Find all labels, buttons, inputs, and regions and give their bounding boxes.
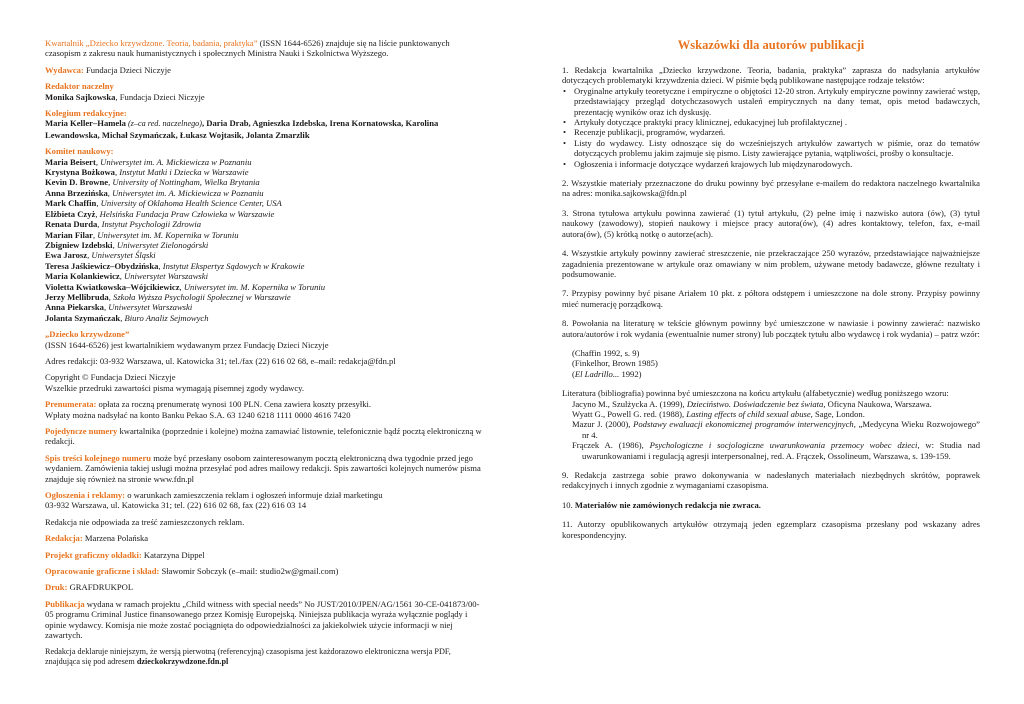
print-label: Druk: bbox=[45, 582, 68, 593]
member-name: Mark Chaffin bbox=[45, 198, 97, 209]
bibliography-guideline bbox=[562, 388, 980, 461]
editor-label: Redaktor naczelny bbox=[45, 81, 114, 92]
member-affiliation: Uniwersytet Warszawski bbox=[108, 302, 193, 313]
journal-title: Kwartalnik „Dziecko krzywdzone. Teoria, badania, praktyka” bbox=[45, 38, 258, 48]
board-first-note: (z–ca red. naczelnego) bbox=[125, 119, 202, 129]
publisher-value: Fundacja Dzieci Niczyje bbox=[83, 64, 171, 75]
copyright bbox=[45, 372, 485, 393]
ref-authors: Jacyno M., Szulżycka A. (1999), bbox=[572, 398, 687, 409]
journal-name: „Dziecko krzywdzone” bbox=[45, 329, 130, 340]
guideline-10 bbox=[562, 500, 980, 510]
member-affiliation: Uniwersytet im. A. Mickiewicza w Poznaniu bbox=[112, 187, 264, 198]
citation-example: (Chaffin 1992, s. 9) bbox=[572, 347, 640, 358]
member-name: Anna Piekarska bbox=[45, 302, 104, 313]
editor-affiliation: , Fundacja Dzieci Niczyje bbox=[115, 91, 205, 102]
guideline-1-text: 1. Redakcja kwartalnika „Dziecko krzywdzone. Teoria, badania, praktyka” zaprasza do nadsyłania artykułów dotyczących problematyki krzywdzenia dzieci. W piśmie będą publikowane następujące rodzaje tekstów: bbox=[562, 65, 980, 86]
guideline-11: 11. Autorzy opublikowanych artykułów otrzymają jeden egzemplarz czasopisma przesłany pod wskazany adres korespondencyjny. bbox=[562, 519, 980, 540]
member-name: Renata Durda bbox=[45, 219, 98, 230]
layout-label: Opracowanie graficzne i skład: bbox=[45, 566, 160, 577]
journal-intro bbox=[45, 38, 485, 59]
bibliography-text: Literatura (bibliografia) powinna być umieszczona na końcu artykułu (alfabetycznie) według poniższego wzoru: bbox=[562, 388, 949, 399]
committee-member: Anna Piekarska, Uniwersytet Warszawski bbox=[45, 302, 193, 313]
ref-authors: Mazur J. (2000), bbox=[572, 419, 634, 430]
committee-member: Anna Brzezińska, Uniwersytet im. A. Mickiewicza w Poznaniu bbox=[45, 187, 264, 198]
cover-value: Katarzyna Dippel bbox=[141, 549, 205, 560]
bibliography-entry bbox=[572, 409, 980, 419]
guideline-7: 7. Przypisy powinny być pisane Ariałem 10 pkt. z półtora odstępem i umieszczone na dole strony. Przypisy powinny mieć numerację porządkową. bbox=[562, 288, 980, 309]
board-label: Kolegium redakcyjne: bbox=[45, 108, 127, 119]
committee-member: Jolanta Szymańczak, Biuro Analiz Sejmowych bbox=[45, 312, 209, 323]
journal-desc: (ISSN 1644-6526) jest kwartalnikiem wydawanym przez Fundację Dzieci Niczyje bbox=[45, 339, 329, 350]
text-types-list bbox=[562, 86, 980, 169]
committee-member: Zbigniew Izdebski, Uniwersytet Zielonogórski bbox=[45, 239, 209, 250]
scientific-committee bbox=[45, 146, 485, 323]
committee-list bbox=[45, 157, 485, 324]
member-name: Jolanta Szymańczak bbox=[45, 312, 121, 323]
ref-title: Dzieciństwo. Doświadczenie bez świata bbox=[686, 398, 824, 409]
ads-value: o warunkach zamieszczenia reklam i ogłoszeń informuje dział marketingu bbox=[125, 490, 383, 501]
author-guidelines-column bbox=[562, 38, 980, 549]
list-item: • Artykuły dotyczące praktyki pracy klinicznej, edukacyjnej lub profilaktycznej . bbox=[572, 117, 980, 127]
list-item: • Recenzje publikacji, programów, wydarzeń. bbox=[572, 127, 980, 137]
ref-title: Psychologiczne i socjologiczne uwarunkowania przemocy wobec dzieci bbox=[649, 440, 918, 451]
reference-version-note bbox=[45, 647, 485, 668]
guideline-9: 9. Redakcja zastrzega sobie prawo dokonywania w nadesłanych materiałach niezbędnych skrótów, poprawek redakcyjnych i innych zgodnie z wymaganiami czasopisma. bbox=[562, 470, 980, 491]
list-item: • Ogłoszenia i informacje dotyczące wydarzeń krajowych lub międzynarodowych. bbox=[572, 159, 980, 169]
member-name: Zbigniew Izdebski bbox=[45, 239, 113, 250]
member-affiliation: University of Nottingham, Wielka Brytania bbox=[112, 177, 260, 188]
ref-title: Podstawy ewaluacji ekonomicznej programów interwencyjnych bbox=[633, 419, 854, 430]
citation-open: ( bbox=[572, 368, 575, 379]
committee-member: Renata Durda, Instytut Psychologii Zdrowia bbox=[45, 219, 202, 230]
toc-label: Spis treści kolejnego numeru bbox=[45, 452, 152, 463]
publisher-label: Wydawca: bbox=[45, 64, 84, 75]
toc-value: może być przesłany osobom zainteresowanym pocztą elektroniczną dwa tygodnie przed jego wydaniem. Zamówienia takiej usługi można przesyłać pod adres mailowy redakcji. Spis zawartości kolejnych numerów pisma znajduje się również na stronie www.fdn.pl bbox=[45, 452, 481, 484]
layout-value: Sławomir Sobczyk (e–mail: studio2w@gmail.com) bbox=[159, 566, 339, 577]
ads-contact: 03-932 Warszawa, ul. Katowicka 31; tel. (22) 616 02 68, fax (22) 616 03 14 bbox=[45, 500, 307, 511]
committee-member: Elżbieta Czyż, Helsińska Fundacja Praw Człowieka w Warszawie bbox=[45, 208, 275, 219]
citation-title: El Ladrillo... bbox=[574, 368, 620, 379]
editor-in-chief bbox=[45, 81, 485, 102]
guideline-1 bbox=[562, 65, 980, 169]
subscription-label: Prenumerata: bbox=[45, 399, 97, 410]
editor-name: Monika Sajkowska bbox=[45, 91, 116, 102]
member-name: Maria Beisert bbox=[45, 156, 96, 167]
bibliography-entry bbox=[572, 419, 980, 440]
publication-label: Publikacja bbox=[45, 598, 85, 609]
cover-label: Projekt graficzny okładki: bbox=[45, 549, 142, 560]
member-affiliation: Uniwersytet Zielonogórski bbox=[116, 239, 209, 250]
guideline-8: 8. Powołania na literaturę w tekście głównym powinny być umieszczone w nawiasie i powinny zawierać: nazwisko autora/autorów i rok wydania (ewentualnie numer strony) lub początek tytułu albo wydawcę i rok wydania) – patrz wzór: bbox=[562, 318, 980, 339]
ads-label: Ogłoszenia i reklamy: bbox=[45, 490, 126, 501]
citation-example: (Finkelhor, Brown 1985) bbox=[572, 358, 658, 369]
committee-member: Teresa Jaśkiewicz–Obydzińska, Instytut Ekspertyz Sądowych w Krakowie bbox=[45, 260, 305, 271]
cover-design bbox=[45, 550, 485, 560]
single-issues bbox=[45, 426, 485, 447]
ref-authors: Wyatt G., Powell G. red. (1988), bbox=[572, 408, 687, 419]
publication-value: wydana w ramach projektu „Child witness with special needs” No JUST/2010/JPEN/AG/1561 30-CE-041873/00-05 programu Criminal Justice finansowanego przez Komisję Europejską. Niniejsza publikacja wyraża wyłącznie poglądy i opinie wydawcy. Komisja nie może zostać pociągnięta do odpowiedzialności za jakiekolwiek użycie informacji w niej zawartych. bbox=[45, 598, 480, 641]
copyright-text: Copyright © Fundacja Dzieci Niczyje bbox=[45, 372, 176, 383]
editing bbox=[45, 533, 485, 543]
member-affiliation: Uniwersytet im. M. Kopernika w Toruniu bbox=[97, 229, 239, 240]
member-affiliation: Instytut Matki i Dziecka w Warszawie bbox=[119, 167, 249, 178]
committee-member: Maria Beisert, Uniwersytet im. A. Mickiewicza w Poznaniu bbox=[45, 156, 252, 167]
editorial-board bbox=[45, 108, 485, 140]
advertising bbox=[45, 490, 485, 511]
subscription-value: opłata za roczną prenumeratę wynosi 100 PLN. Cena zawiera koszty przesyłki. bbox=[96, 399, 372, 410]
guidelines-title: Wskazówki dla autorów publikacji bbox=[677, 38, 865, 52]
citation-close: 1992) bbox=[619, 368, 642, 379]
publication-note bbox=[45, 599, 485, 641]
journal-intro-text: (ISSN 1644-6526) znajduje się na liście punktowanych czasopism z zakresu nauk humanistycznych i społecznych Ministra Nauki i Szkolnictwa Wyższego. bbox=[45, 38, 450, 59]
ref-details: , w: Studia nad uwarunkowaniami i regulacją agresji interpersonalnej, red. A. Frączek, Ossolineum, Warszawa, s. 139-159. bbox=[582, 440, 980, 461]
list-item: • Listy do wydawcy. Listy odnoszące się do wcześniejszych artykułów zawartych w piśmie, oraz do tematów dotyczących problemu jakim zajmuje się pismo. Listy zawierające pytania, wątpliwości, prośby o konsultacje. bbox=[572, 138, 980, 159]
editing-value: Marzena Polańska bbox=[82, 533, 149, 544]
member-name: Elżbieta Czyż bbox=[45, 208, 96, 219]
committee-member: Mark Chaffin, University of Oklahoma Health Science Center, USA bbox=[45, 198, 282, 209]
guideline-10-number: 10. bbox=[562, 499, 575, 510]
member-name: Jerzy Mellibruda bbox=[45, 291, 109, 302]
member-affiliation: University of Oklahoma Health Science Center, USA bbox=[100, 198, 282, 209]
guideline-3: 3. Strona tytułowa artykułu powinna zawierać (1) tytuł artykułu, (2) pełne imię i nazwisko autora (ów), (3) tytuł naukowy (zawodowy), stopień naukowy i miejsce pracy autora(ów), (4) adres kontaktowy, telefon, fax, e-mail autora(ów), (5) krótką notkę o autorze(ach). bbox=[562, 207, 980, 239]
guideline-10-text: Materiałów nie zamówionych redakcja nie zwraca. bbox=[574, 499, 761, 510]
member-affiliation: Instytut Ekspertyz Sądowych w Krakowie bbox=[162, 260, 305, 271]
editorial-address bbox=[45, 356, 485, 366]
guideline-4: 4. Wszystkie artykuły powinny zawierać streszczenie, nie przekraczające 250 wyrazów, przedstawiające najważniejsze zagadnienia prezentowane w artykule oraz omawiany w nim problem, używane metody badawcze, główne rezultaty i podsumowanie. bbox=[562, 248, 980, 279]
bibliography-entry bbox=[572, 399, 980, 409]
committee-member: Ewa Jarosz, Uniwersytet Śląski bbox=[45, 250, 156, 261]
member-affiliation: Szkoła Wyższa Psychologii Społecznej w Warszawie bbox=[113, 291, 291, 302]
print-value: GRAFDRUKPOL bbox=[67, 582, 134, 593]
member-affiliation: Uniwersytet im. M. Kopernika w Toruniu bbox=[183, 281, 326, 292]
single-issues-value: kwartalnika (poprzednie i kolejne) można zamawiać listownie, telefonicznie bądź pocztą elektroniczną w redakcji. bbox=[45, 426, 482, 447]
subscription bbox=[45, 399, 485, 420]
member-affiliation: Instytut Psychologii Zdrowia bbox=[101, 219, 202, 230]
declaration-text: Redakcja deklaruje niniejszym, że wersją pierwotną (referencyjną) czasopisma jest każdorazowo elektroniczna wersja PDF, znajdująca się pod adresem bbox=[45, 646, 451, 666]
declaration-url: dzieckokrzywdzone.fdn.pl bbox=[136, 656, 229, 666]
member-name: Kevin D. Browne bbox=[45, 177, 109, 188]
address-value: 03-932 Warszawa, ul. Katowicka 31; tel./fax (22) 616 02 68, e–mail: redakcja@fdn.pl bbox=[97, 355, 396, 366]
board-first-name: Maria Keller–Hamela bbox=[45, 118, 126, 129]
guideline-2: 2. Wszystkie materiały przeznaczone do druku powinny być przesyłane e-mailem do redaktora naczelnego kwartalnika na adres: monika.sajkowska@fdn.pl bbox=[562, 178, 980, 199]
bibliography-examples bbox=[562, 399, 980, 461]
publisher bbox=[45, 65, 485, 75]
member-affiliation: Biuro Analiz Sejmowych bbox=[124, 312, 209, 323]
member-name: Teresa Jaśkiewicz–Obydzińska bbox=[45, 260, 159, 271]
address-label: Adres redakcji: bbox=[45, 355, 98, 366]
subscription-account: Wpłaty można nadsyłać na konto Banku Pekao S.A. 63 1240 6218 1111 0000 4616 7420 bbox=[45, 409, 351, 420]
editing-label: Redakcja: bbox=[45, 533, 83, 544]
member-name: Ewa Jarosz bbox=[45, 250, 88, 261]
layout-design bbox=[45, 566, 485, 576]
committee-member: Krystyna Bożkowa, Instytut Matki i Dziecka w Warszawie bbox=[45, 167, 249, 178]
bibliography-entry bbox=[572, 440, 980, 461]
member-name: Anna Brzezińska bbox=[45, 187, 108, 198]
citation-examples bbox=[572, 348, 980, 379]
journal-description bbox=[45, 329, 485, 350]
list-item: • Oryginalne artykuły teoretyczne i empiryczne o objętości 12-20 stron. Artykuły empiryczne powinny zawierać wstęp, przedstawiający przegląd dotychczasowych ustaleń empirycznych na dany temat, opis metod badawczych, prezentację wyników oraz ich dyskusję. bbox=[572, 86, 980, 117]
single-issues-label: Pojedyncze numery bbox=[45, 426, 118, 436]
committee-member: Marian Filar, Uniwersytet im. M. Kopernika w Toruniu bbox=[45, 229, 239, 240]
member-affiliation: Uniwersytet Warszawski bbox=[124, 271, 208, 282]
printing bbox=[45, 582, 485, 592]
board-members: , Daria Drab, Agnieszka Izdebska, Irena Kornatowska, Karolina Lewandowska, Michał Szymańczak, Łukasz Wojtasik, Jolanta Zmarzlik bbox=[45, 118, 439, 140]
member-name: Krystyna Bożkowa bbox=[45, 167, 115, 178]
citation-example bbox=[572, 369, 980, 379]
member-name: Maria Kolankiewicz bbox=[45, 271, 120, 282]
committee-member: Kevin D. Browne, University of Nottingham, Wielka Brytania bbox=[45, 177, 260, 188]
member-affiliation: Uniwersytet im. A. Mickiewicza w Poznaniu bbox=[100, 156, 252, 167]
ref-details: , Oficyna Naukowa, Warszawa. bbox=[823, 398, 932, 409]
ref-authors: Frączek A. (1986), bbox=[572, 440, 650, 451]
member-affiliation: Uniwersytet Śląski bbox=[91, 250, 156, 261]
member-affiliation: Helsińska Fundacja Praw Człowieka w Warszawie bbox=[99, 208, 275, 219]
committee-member: Maria Kolankiewicz, Uniwersytet Warszawski bbox=[45, 271, 208, 282]
member-name: Marian Filar bbox=[45, 229, 93, 240]
committee-member: Jerzy Mellibruda, Szkoła Wyższa Psychologii Społecznej w Warszawie bbox=[45, 291, 291, 302]
member-name: Violetta Kwiatkowska–Wójcikiewicz bbox=[45, 281, 180, 292]
ads-disclaimer: Redakcja nie odpowiada za treść zamieszczonych reklam. bbox=[45, 516, 245, 527]
committee-member: Violetta Kwiatkowska–Wójcikiewicz, Uniwersytet im. M. Kopernika w Toruniu bbox=[45, 281, 326, 292]
next-issue-toc bbox=[45, 453, 485, 484]
ref-title: Lasting effects of child sexual abuse bbox=[686, 408, 811, 419]
ref-details: , „Medycyna Wieku Rozwojowego” nr 4. bbox=[582, 419, 980, 440]
committee-label: Komitet naukowy: bbox=[45, 146, 114, 157]
rights-text: Wszelkie przedruki zawartości pisma wymagają pisemnej zgody wydawcy. bbox=[45, 382, 305, 393]
ref-details: , Sage, London. bbox=[810, 408, 865, 419]
editorial-info-column bbox=[45, 38, 485, 667]
